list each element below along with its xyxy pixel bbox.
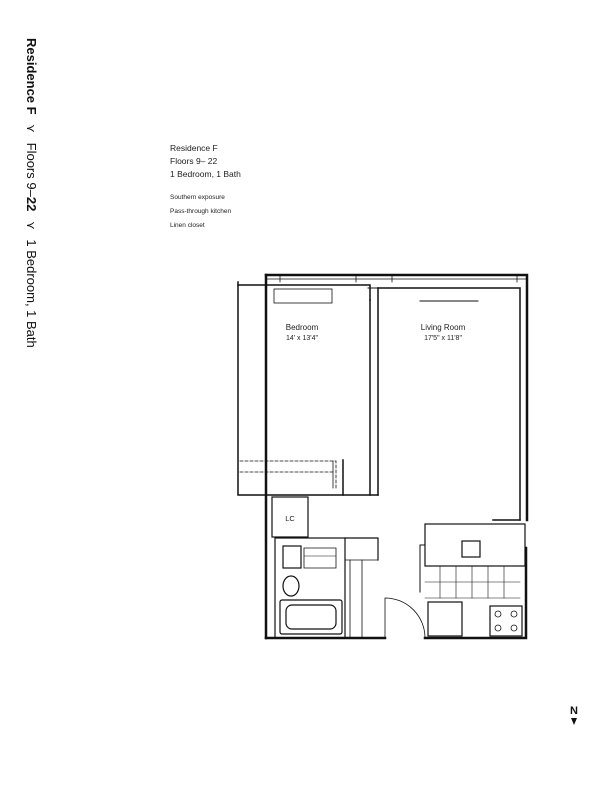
info-floors: Floors 9– 22 — [170, 156, 218, 166]
separator-icon: ⋎ — [24, 220, 38, 230]
north-indicator — [568, 706, 580, 725]
entry-door — [385, 598, 425, 638]
linen-closet-label: LC — [285, 514, 295, 523]
bedroom-walls — [238, 282, 378, 495]
bedroom-closet — [274, 289, 332, 303]
side-residence: Residence F — [24, 38, 39, 115]
north-arrow-icon — [571, 718, 577, 725]
bedroom-wardrobe — [240, 461, 336, 488]
living-room-label: Living Room — [420, 323, 466, 332]
bathroom — [275, 538, 378, 638]
side-beds: 1 Bedroom, 1 Bath — [24, 239, 39, 348]
info-rooms: 1 Bedroom, 1 Bath — [170, 169, 241, 179]
feature-item: Pass-through kitchen — [170, 208, 232, 215]
info-title: Residence F — [170, 143, 218, 153]
separator-icon: ⋎ — [24, 124, 38, 134]
bedroom-label: Bedroom — [285, 323, 319, 332]
side-floors: Floors 9–22 — [24, 142, 39, 212]
bedroom-dims: 14' x 13'4" — [285, 335, 319, 342]
living-room-dims: 17'5" x 11'8" — [424, 335, 462, 342]
feature-item: Linen closet — [170, 222, 205, 229]
kitchen — [420, 524, 525, 636]
north-label: N — [570, 705, 578, 717]
feature-item: Southern exposure — [170, 194, 225, 201]
